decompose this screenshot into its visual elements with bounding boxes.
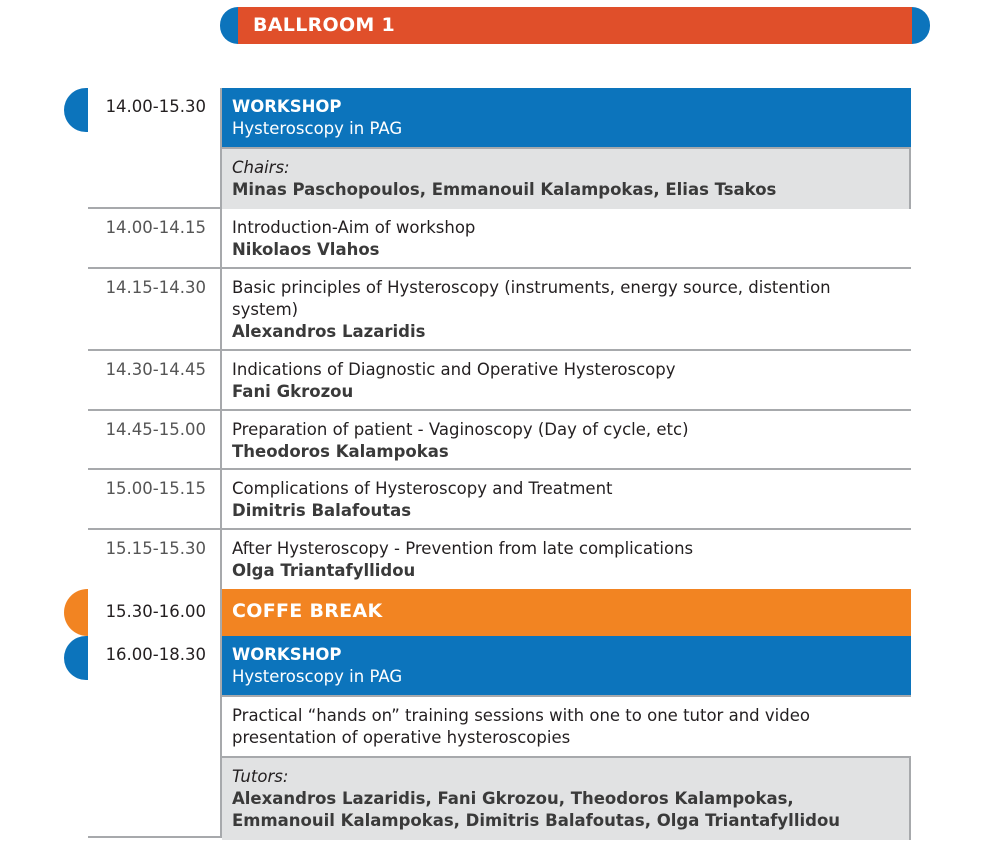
- session-header: [222, 636, 911, 695]
- break-tab: [64, 589, 88, 636]
- room-header: [220, 7, 930, 44]
- talk-cell: [222, 411, 911, 471]
- talk-content: [220, 470, 911, 528]
- talk-speaker: Theodoros Kalampokas: [232, 442, 449, 461]
- talk-row: [88, 351, 911, 411]
- session-row: [88, 88, 911, 209]
- talk-time: 14.15-14.30: [105, 278, 206, 297]
- chairs-label: Chairs:: [232, 158, 290, 177]
- session-title: WORKSHOP: [232, 645, 342, 664]
- talk-cell: [222, 351, 911, 411]
- tutors-cell: [222, 756, 911, 840]
- talk-content: [220, 411, 911, 468]
- tutors-names: Alexandros Lazaridis, Fani Gkrozou, Theodoros Kalampokas, Emmanouil Kalampokas, Dimitris Balafoutas, Olga Triantafyllidou: [232, 789, 841, 830]
- talk-time: 14.45-15.00: [105, 420, 206, 439]
- talk-content: [220, 269, 911, 349]
- session-tab: [64, 88, 88, 132]
- talk-title: Basic principles of Hysteroscopy (instruments, energy source, distention system): [232, 278, 831, 319]
- talk-time: 15.00-15.15: [105, 479, 206, 498]
- talk-row: [88, 530, 911, 589]
- talk-speaker: Dimitris Balafoutas: [232, 501, 412, 520]
- talk-speaker: Nikolaos Vlahos: [232, 240, 380, 259]
- session-time: 14.00-15.30: [105, 97, 206, 116]
- session-time: 16.00-18.30: [105, 645, 206, 664]
- room-title: BALLROOM 1: [253, 14, 396, 36]
- talk-speaker: Fani Gkrozou: [232, 382, 354, 401]
- session-subtitle: Hysteroscopy in PAG: [232, 119, 403, 138]
- session-header: [222, 88, 911, 147]
- talk-content: [220, 530, 911, 589]
- talk-title: Preparation of patient - Vaginoscopy (Day of cycle, etc): [232, 420, 689, 439]
- talk-title: Complications of Hysteroscopy and Treatment: [232, 479, 613, 498]
- talk-row: [88, 209, 911, 269]
- talk-content: [220, 351, 911, 409]
- talk-row: [88, 269, 911, 351]
- talk-cell: [222, 269, 911, 351]
- talk-row: [88, 470, 911, 530]
- talk-title: Indications of Diagnostic and Operative Hysteroscopy: [232, 360, 676, 379]
- talk-cell: [222, 209, 911, 269]
- talk-cell: [222, 530, 911, 590]
- talk-title: Introduction-Aim of workshop: [232, 218, 476, 237]
- talk-title: After Hysteroscopy - Prevention from late complications: [232, 539, 694, 558]
- chairs-names: Minas Paschopoulos, Emmanouil Kalampokas, Elias Tsakos: [232, 180, 777, 199]
- session-description-text: Practical “hands on” training sessions with one to one tutor and video presentation of operative hysteroscopies: [232, 706, 810, 747]
- session-title: WORKSHOP: [232, 97, 342, 116]
- session-description: [222, 695, 911, 756]
- talk-speaker: Alexandros Lazaridis: [232, 322, 426, 341]
- break-content: [220, 589, 911, 636]
- chairs-cell: [222, 147, 911, 209]
- talk-time: 15.15-15.30: [105, 539, 206, 558]
- schedule-table: [88, 88, 911, 838]
- session-row: [88, 636, 911, 838]
- break-time: 15.30-16.00: [88, 589, 220, 636]
- session-subtitle: Hysteroscopy in PAG: [232, 667, 403, 686]
- break-row: [88, 589, 911, 636]
- talk-time: 14.00-14.15: [105, 218, 206, 237]
- talk-row: [88, 411, 911, 470]
- talk-speaker: Olga Triantafyllidou: [232, 561, 416, 580]
- session-content: [220, 88, 911, 207]
- talk-content: [220, 209, 911, 267]
- talk-time: 14.30-14.45: [105, 360, 206, 379]
- break-label: COFFE BREAK: [222, 589, 911, 636]
- talk-cell: [222, 470, 911, 530]
- tutors-label: Tutors:: [232, 767, 289, 786]
- session-content: [220, 636, 911, 836]
- session-tab: [64, 636, 88, 680]
